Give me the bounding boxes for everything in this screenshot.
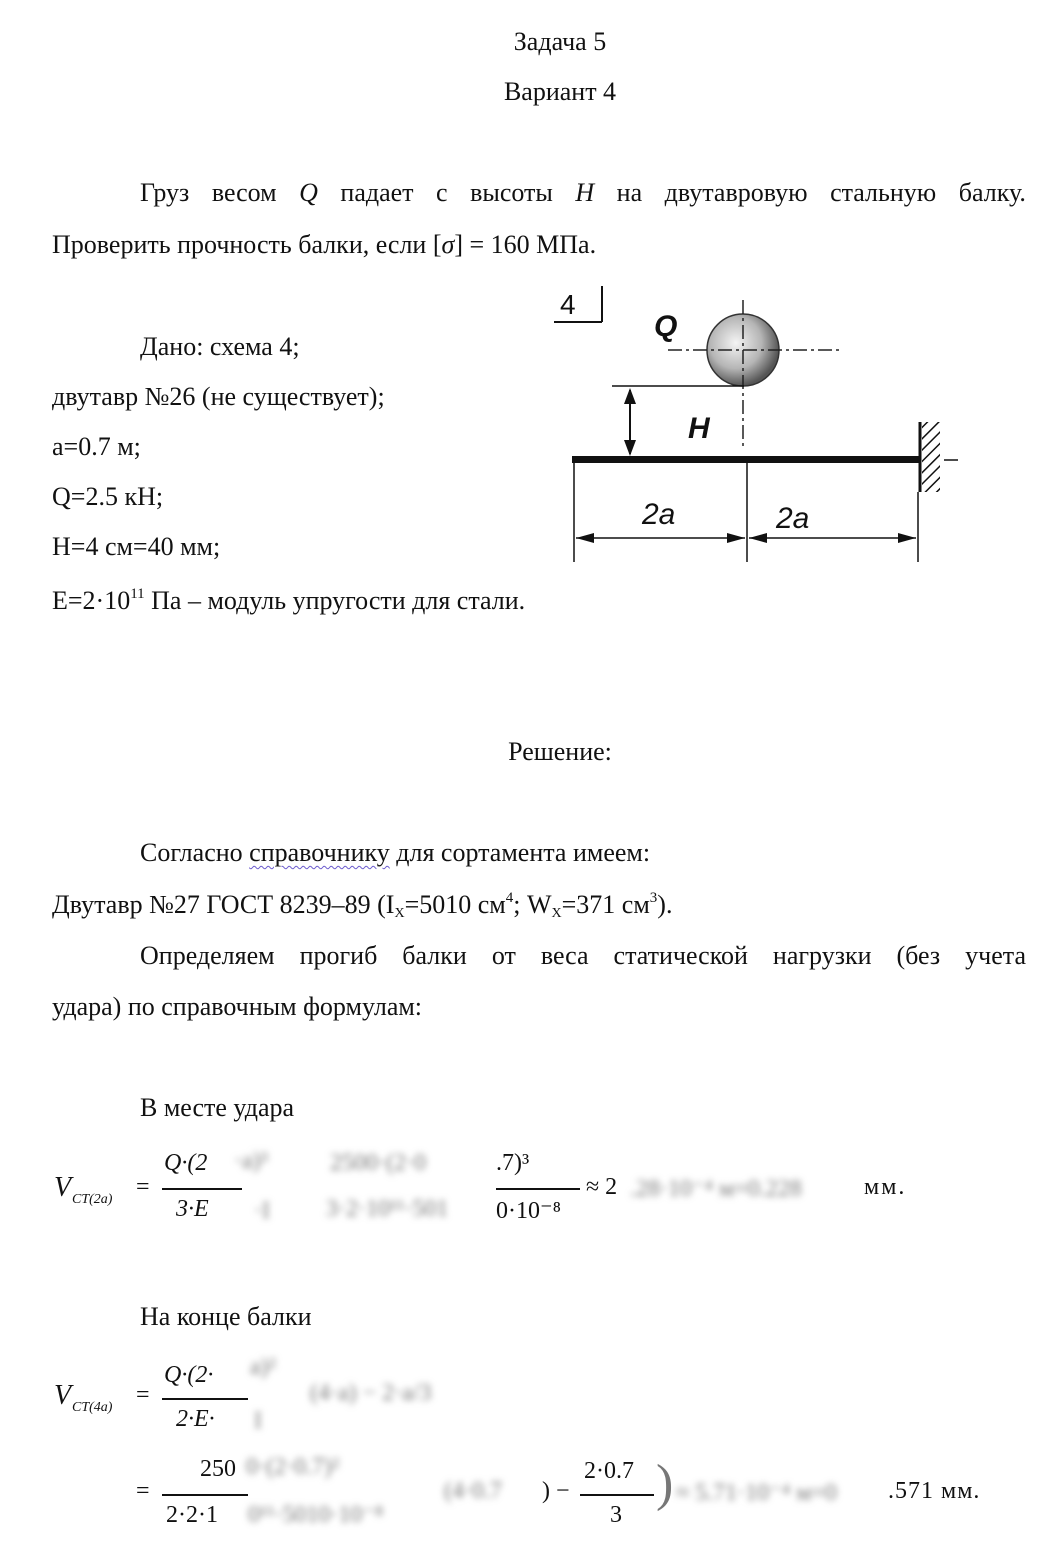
fraction-bar xyxy=(162,1494,248,1496)
formula-equals: = xyxy=(136,1478,150,1504)
formula-result-blurred: .28·10⁻⁴ м=0.228 xyxy=(630,1176,802,1202)
scheme-number: 4 xyxy=(560,289,576,320)
solution-word: статической xyxy=(613,941,748,970)
formula-result: .571 мм. xyxy=(888,1478,981,1504)
profile-text: ; W xyxy=(513,890,552,919)
formula-lhs: V xyxy=(54,1172,72,1203)
solution-word: от xyxy=(491,941,516,970)
problem-word: с xyxy=(436,178,448,207)
modulus-text: Па – модуль упругости для стали. xyxy=(144,586,526,615)
formula-lhs: V xyxy=(54,1380,72,1411)
solution-para-2-line-2: удара) по справочным формулам: xyxy=(52,992,423,1021)
formula-approx: ≈ 2 xyxy=(586,1174,618,1200)
profile-exponent: 4 xyxy=(505,890,514,906)
dim-arrow-left xyxy=(576,533,745,543)
problem-word: на xyxy=(616,178,643,207)
given-title: Дано: схема 4; xyxy=(140,332,300,361)
formula-denominator: 3·E xyxy=(176,1196,209,1222)
profile-text: ). xyxy=(657,890,673,919)
solution-word: нагрузки xyxy=(772,941,872,970)
formula-equals: = xyxy=(136,1382,150,1408)
problem-text: ] = 160 МПа. xyxy=(454,230,597,259)
dim-arrow-right xyxy=(749,533,916,543)
formula-blurred: (4·0.7 xyxy=(444,1478,502,1504)
formula-numerator: Q·(2· xyxy=(164,1362,214,1388)
given-modulus xyxy=(52,586,525,620)
end-heading: На конце балки xyxy=(140,1302,312,1331)
fraction-bar xyxy=(162,1188,242,1190)
modulus-text: E=2·10 xyxy=(52,586,131,615)
formula-small-numerator: 2·0.7 xyxy=(584,1458,634,1484)
formula-unit: мм. xyxy=(864,1174,907,1200)
formula-blurred: ·a)³ xyxy=(234,1148,268,1174)
formula-result-blurred: ≈ 5.71·10⁻⁴ м=0 xyxy=(676,1480,837,1506)
variant-title: Вариант 4 xyxy=(503,77,617,106)
height-arrow xyxy=(624,388,636,456)
formula-end xyxy=(0,1350,1064,1540)
formula-blurred: 0¹¹·5010·10⁻⁸ xyxy=(248,1502,384,1528)
formula-numerator: Q·(2 xyxy=(164,1150,208,1176)
formula-impact xyxy=(0,1140,1064,1230)
profile-exponent: 3 xyxy=(649,890,658,906)
fraction-bar xyxy=(496,1188,580,1190)
formula-blurred: I xyxy=(254,1408,262,1434)
beam-diagram xyxy=(548,280,988,580)
formula-line2-denominator: 2·2·1 xyxy=(166,1502,218,1528)
formula-blurred: ·I xyxy=(254,1198,270,1224)
formula-blurred: a)² xyxy=(250,1354,276,1380)
given-item: H=4 см=40 мм; xyxy=(52,532,221,561)
problem-var-q: Q xyxy=(299,178,318,207)
profile-line xyxy=(52,890,672,925)
solution-text: Согласно xyxy=(140,838,250,867)
solution-word: (без xyxy=(896,941,941,970)
formula-blurred: 0·(2·0.7)² xyxy=(246,1454,340,1480)
solution-word: балки xyxy=(402,941,467,970)
profile-text: Двутавр №27 ГОСТ 8239–89 (I xyxy=(52,890,395,919)
problem-word: падает xyxy=(340,178,414,207)
formula-numerator-tail: .7)³ xyxy=(496,1150,530,1176)
fraction-bar xyxy=(580,1494,654,1496)
solution-para-2-line-1 xyxy=(140,941,1026,971)
given-item: Q=2.5 кН; xyxy=(52,482,164,511)
beam xyxy=(572,456,920,463)
profile-text: =371 см xyxy=(561,890,650,919)
fraction-bar xyxy=(162,1398,248,1400)
formula-blurred: (4·a) − 2·a/3 xyxy=(310,1380,432,1406)
formula-denominator: 2·E· xyxy=(176,1406,215,1432)
problem-word: Груз xyxy=(140,178,190,207)
problem-line-1 xyxy=(140,178,1026,208)
span-left-label: 2a xyxy=(642,498,676,531)
problem-word: стальную xyxy=(830,178,937,207)
impact-heading: В месте удара xyxy=(140,1093,295,1122)
formula-bracket: ) xyxy=(656,1455,674,1512)
problem-line-2 xyxy=(52,230,596,260)
profile-text: =5010 см xyxy=(404,890,506,919)
problem-word: балку. xyxy=(958,178,1026,207)
problem-word: весом xyxy=(211,178,277,207)
formula-minus: ) − xyxy=(542,1478,570,1504)
profile-subscript: X xyxy=(551,906,562,921)
task-title: Задача 5 xyxy=(513,27,607,56)
solution-para-1 xyxy=(140,838,650,868)
solution-text: для сортамента имеем: xyxy=(389,838,651,867)
span-right-label: 2a xyxy=(776,502,810,535)
solution-word: учета xyxy=(965,941,1026,970)
formula-lhs-subscript: CT(2a) xyxy=(72,1192,113,1207)
formula-lhs-subscript: CT(4a) xyxy=(72,1400,113,1415)
fixed-support xyxy=(920,422,958,492)
problem-word: высоты xyxy=(470,178,553,207)
formula-small-denominator: 3 xyxy=(610,1502,622,1528)
height-label: H xyxy=(688,412,710,445)
solution-title: Решение: xyxy=(508,737,612,766)
sigma-symbol: σ xyxy=(441,230,455,259)
solution-word: прогиб xyxy=(299,941,378,970)
solution-word: Определяем xyxy=(140,941,275,970)
modulus-exponent: 11 xyxy=(130,586,145,602)
scheme-number-box xyxy=(554,286,602,322)
problem-word: двутавровую xyxy=(664,178,808,207)
formula-blurred: 2500·(2·0 xyxy=(330,1150,426,1176)
formula-line2-numerator: 250 xyxy=(200,1456,236,1482)
formula-blurred: 3·2·10¹¹·501 xyxy=(326,1196,449,1222)
spellcheck-word: справочнику xyxy=(249,838,390,867)
profile-subscript: X xyxy=(394,906,405,921)
formula-denominator-tail: 0·10⁻⁸ xyxy=(496,1198,562,1224)
formula-equals: = xyxy=(136,1174,150,1200)
load-label: Q xyxy=(654,310,678,343)
problem-text: Проверить прочность балки, если [ xyxy=(52,230,442,259)
solution-word: веса xyxy=(540,941,589,970)
given-item: a=0.7 м; xyxy=(52,432,141,461)
problem-var-h: H xyxy=(575,178,595,207)
given-item: двутавр №26 (не существует); xyxy=(52,382,385,411)
